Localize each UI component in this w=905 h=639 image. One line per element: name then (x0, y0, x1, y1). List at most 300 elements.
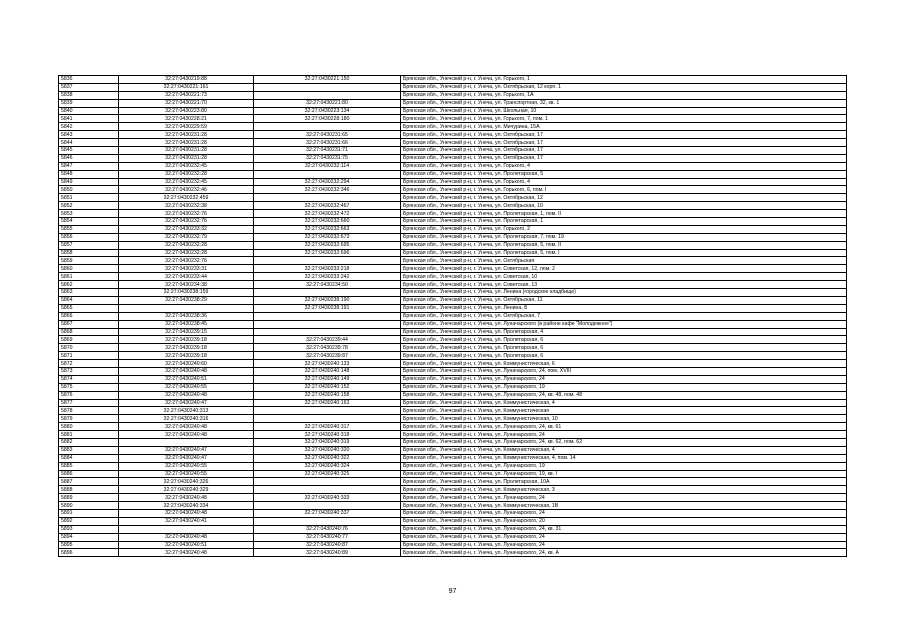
row-number-cell: 5880 (59, 423, 119, 431)
object-cadastral-number-cell: 32:27:0430240:319 (254, 438, 401, 446)
object-cadastral-number-cell (254, 328, 401, 336)
table-row (59, 517, 847, 525)
object-cadastral-number-cell: 32:27:0430240:89 (254, 549, 401, 557)
table-row (59, 423, 847, 431)
land-cadastral-number-cell: 32:27:0430240:48 (119, 494, 254, 502)
table-row (59, 399, 847, 407)
table-row (59, 328, 847, 336)
address-cell: Брянская обл., Унечский р-н, г. Унеча, ул. Октябрьская, 10 (401, 202, 847, 210)
address-cell: Брянская обл., Унечский р-н, г. Унеча, ул. Луначарского, 24, кв. 61 (401, 423, 847, 431)
table-row (59, 281, 847, 289)
object-cadastral-number-cell: 32:27:0430240:133 (254, 360, 401, 368)
address-cell: Брянская обл., Унечский р-н, г. Унеча, ул. Пролетарская, 6 (401, 344, 847, 352)
object-cadastral-number-cell: 32:27:0430232:695 (254, 241, 401, 249)
row-number-cell: 5856 (59, 233, 119, 241)
object-cadastral-number-cell: 32:27:0430234:50 (254, 281, 401, 289)
object-cadastral-number-cell: 32:27:0430221:80 (254, 99, 401, 107)
table-row (59, 549, 847, 557)
row-number-cell: 5882 (59, 438, 119, 446)
object-cadastral-number-cell: 32:27:0430232:346 (254, 186, 401, 194)
address-cell: Брянская обл., Унечский р-н, г. Унеча, ул. Луначарского, 24, пом. XVIII (401, 367, 847, 375)
land-cadastral-number-cell: 32:27:0430239:15 (119, 328, 254, 336)
table-row (59, 415, 847, 423)
table-row (59, 249, 847, 257)
land-cadastral-number-cell: 32:27:0430223:80 (119, 107, 254, 115)
land-cadastral-number-cell: 32:27:0430240:48 (119, 533, 254, 541)
address-cell: Брянская обл., Унечский р-н, г. Унеча, ул. Луначарского, 24, кв. 48, пом. 48 (401, 391, 847, 399)
table-row (59, 202, 847, 210)
row-number-cell: 5839 (59, 99, 119, 107)
land-cadastral-number-cell: 32:27:0430233:31 (119, 265, 254, 273)
row-number-cell: 5896 (59, 549, 119, 557)
land-cadastral-number-cell: 32:27:0430232:28 (119, 170, 254, 178)
land-cadastral-number-cell: 32:27:0430232:76 (119, 257, 254, 265)
object-cadastral-number-cell (254, 312, 401, 320)
land-cadastral-number-cell: 32:27:0430239:18 (119, 336, 254, 344)
land-cadastral-number-cell: 32:27:0430240:316 (119, 415, 254, 423)
address-cell: Брянская обл., Унечский р-н, г. Унеча, ул. Луначарского, 24 (401, 509, 847, 517)
land-cadastral-number-cell: 32:27:0430240:326 (119, 478, 254, 486)
address-cell: Брянская обл., Унечский р-н, г. Унеча, ул. Октябрьская, 17 (401, 131, 847, 139)
address-cell: Брянская обл., Унечский р-н, г. Унеча, ул. Советская, 12, пом. 2 (401, 265, 847, 273)
row-number-cell: 5864 (59, 296, 119, 304)
row-number-cell: 5879 (59, 415, 119, 423)
row-number-cell: 5837 (59, 83, 119, 91)
row-number-cell: 5878 (59, 407, 119, 415)
row-number-cell: 5885 (59, 462, 119, 470)
land-cadastral-number-cell: 32:27:0430240:313 (119, 407, 254, 415)
object-cadastral-number-cell: 32:27:0430240:337 (254, 509, 401, 517)
table-row (59, 344, 847, 352)
address-cell: Брянская обл., Унечский р-н, г. Унеча, ул. Горького, 1А (401, 91, 847, 99)
page-number: 97 (448, 588, 457, 595)
address-cell: Брянская обл., Унечский р-н, г. Унеча, ул. Октябрьская, 17 (401, 139, 847, 147)
row-number-cell: 5855 (59, 225, 119, 233)
object-cadastral-number-cell: 32:27:0430239:44 (254, 336, 401, 344)
table-row (59, 541, 847, 549)
object-cadastral-number-cell: 32:27:0430231:71 (254, 147, 401, 155)
land-cadastral-number-cell: 32:27:0430221:73 (119, 91, 254, 99)
table-row (59, 336, 847, 344)
object-cadastral-number-cell (254, 407, 401, 415)
table-body (59, 76, 847, 557)
object-cadastral-number-cell: 32:27:0430240:152 (254, 383, 401, 391)
address-cell: Брянская обл., Унечский р-н, г. Унеча, ул. Луначарского, 24 (401, 494, 847, 502)
object-cadastral-number-cell: 32:27:0430231:65 (254, 131, 401, 139)
land-cadastral-number-cell: 32:27:0430240:329 (119, 486, 254, 494)
row-number-cell: 5877 (59, 399, 119, 407)
table-row (59, 225, 847, 233)
land-cadastral-number-cell: 32:27:0430232:79 (119, 233, 254, 241)
object-cadastral-number-cell (254, 486, 401, 494)
row-number-cell: 5844 (59, 139, 119, 147)
address-cell: Брянская обл., Унечский р-н, г. Унеча, ул. Пролетарская, 1, пом. II (401, 210, 847, 218)
address-cell: Брянская обл., Унечский р-н, г. Унеча, ул. Пролетарская, 5, пом. II (401, 241, 847, 249)
object-cadastral-number-cell: 32:27:0430232:663 (254, 225, 401, 233)
address-cell: Брянская обл., Унечский р-н, г. Унеча, ул. Пролетарская, 1 (401, 218, 847, 226)
land-cadastral-number-cell (119, 438, 254, 446)
object-cadastral-number-cell: 32:27:0430232:472 (254, 210, 401, 218)
land-cadastral-number-cell: 32:27:0430229:59 (119, 123, 254, 131)
land-cadastral-number-cell: 32:27:0430240:47 (119, 454, 254, 462)
address-cell: Брянская обл., Унечский р-н, г. Унеча, ул. Коммунистическая, 6 (401, 360, 847, 368)
row-number-cell: 5871 (59, 352, 119, 360)
address-cell: Брянская обл., Унечский р-н, г. Унеча, ул. Луначарского, 24 (401, 431, 847, 439)
table-row (59, 178, 847, 186)
land-cadastral-number-cell: 32:27:0430233:44 (119, 273, 254, 281)
table-row (59, 352, 847, 360)
row-number-cell: 5854 (59, 218, 119, 226)
object-cadastral-number-cell: 32:27:0430240:158 (254, 391, 401, 399)
row-number-cell: 5836 (59, 76, 119, 84)
land-cadastral-number-cell: 32:27:0430240:60 (119, 360, 254, 368)
address-cell: Брянская обл., Унечский р-н, г. Унеча, ул. Горького, 4 (401, 178, 847, 186)
address-cell: Брянская обл., Унечский р-н, г. Унеча, ул. Школьная, 10 (401, 107, 847, 115)
land-cadastral-number-cell: 32:27:0430233:32 (119, 225, 254, 233)
object-cadastral-number-cell (254, 289, 401, 297)
address-cell: Брянская обл., Унечский р-н, г. Унеча, ул. Луначарского, 19 (401, 383, 847, 391)
object-cadastral-number-cell: 32:27:0430231:66 (254, 139, 401, 147)
row-number-cell: 5861 (59, 273, 119, 281)
row-number-cell: 5894 (59, 533, 119, 541)
row-number-cell: 5851 (59, 194, 119, 202)
table-row (59, 360, 847, 368)
object-cadastral-number-cell: 32:27:0430231:75 (254, 154, 401, 162)
row-number-cell: 5876 (59, 391, 119, 399)
table-row (59, 494, 847, 502)
land-cadastral-number-cell: 32:27:0430232:76 (119, 210, 254, 218)
row-number-cell: 5847 (59, 162, 119, 170)
address-cell: Брянская обл., Унечский р-н, г. Унеча, ул. Мичурина, 15А (401, 123, 847, 131)
table-row (59, 304, 847, 312)
object-cadastral-number-cell: 32:27:0430238:191 (254, 304, 401, 312)
row-number-cell: 5889 (59, 494, 119, 502)
address-cell: Брянская обл., Унечский р-н, г. Унеча, ул. Горького, 6, пом. I (401, 186, 847, 194)
land-cadastral-number-cell: 32:27:0430232:76 (119, 218, 254, 226)
address-cell: Брянская обл., Унечский р-н, г. Унеча, ул. Горького, 2 (401, 225, 847, 233)
table-row (59, 91, 847, 99)
land-cadastral-number-cell: 32:27:0430240:48 (119, 509, 254, 517)
table-row (59, 431, 847, 439)
object-cadastral-number-cell (254, 415, 401, 423)
row-number-cell: 5852 (59, 202, 119, 210)
row-number-cell: 5881 (59, 431, 119, 439)
row-number-cell: 5838 (59, 91, 119, 99)
land-cadastral-number-cell: 32:27:0430232:38 (119, 202, 254, 210)
row-number-cell: 5848 (59, 170, 119, 178)
table-row (59, 446, 847, 454)
table-row (59, 525, 847, 533)
row-number-cell: 5874 (59, 375, 119, 383)
row-number-cell: 5843 (59, 131, 119, 139)
land-cadastral-number-cell: 32:27:0430231:28 (119, 139, 254, 147)
address-cell: Брянская обл., Унечский р-н, г. Унеча, ул. Коммунистическая, 3 (401, 486, 847, 494)
table-row (59, 265, 847, 273)
table-row (59, 509, 847, 517)
row-number-cell: 5858 (59, 249, 119, 257)
land-cadastral-number-cell: 32:27:0430240:55 (119, 383, 254, 391)
table-row (59, 391, 847, 399)
object-cadastral-number-cell: 32:27:0430240:149 (254, 375, 401, 383)
object-cadastral-number-cell: 32:27:0430239:78 (254, 344, 401, 352)
address-cell: Брянская обл., Унечский р-н, г. Унеча, ул. Луначарского, 24 (401, 375, 847, 383)
row-number-cell: 5887 (59, 478, 119, 486)
address-cell: Брянская обл., Унечский р-н, г. Унеча, ул. Октябрьская, 17 (401, 147, 847, 155)
object-cadastral-number-cell: 32:27:0430240:163 (254, 399, 401, 407)
object-cadastral-number-cell: 32:27:0430233:242 (254, 273, 401, 281)
address-cell: Брянская обл., Унечский р-н, г. Унеча, ул. Горького, 1 (401, 76, 847, 84)
object-cadastral-number-cell: 32:27:0430238:190 (254, 296, 401, 304)
address-cell: Брянская обл., Унечский р-н, г. Унеча, ул. Ленина (городское кладбище) (401, 289, 847, 297)
row-number-cell: 5853 (59, 210, 119, 218)
table-row (59, 367, 847, 375)
land-cadastral-number-cell: 32:27:0430234:38 (119, 281, 254, 289)
address-cell: Брянская обл., Унечский р-н, г. Унеча, ул. Луначарского, 20 (401, 517, 847, 525)
address-cell: Брянская обл., Унечский р-н, г. Унеча, ул. Коммунистическая, 1В (401, 502, 847, 510)
table-row (59, 83, 847, 91)
row-number-cell: 5845 (59, 147, 119, 155)
object-cadastral-number-cell: 32:27:0430223:134 (254, 107, 401, 115)
table-row (59, 154, 847, 162)
table-row (59, 241, 847, 249)
row-number-cell: 5846 (59, 154, 119, 162)
address-cell: Брянская обл., Унечский р-н, г. Унеча, ул. Октябрьская (401, 257, 847, 265)
table-row (59, 131, 847, 139)
table-row (59, 99, 847, 107)
table-row (59, 210, 847, 218)
row-number-cell: 5870 (59, 344, 119, 352)
land-cadastral-number-cell: 32:27:0430238:45 (119, 320, 254, 328)
table-row (59, 383, 847, 391)
address-cell: Брянская обл., Унечский р-н, г. Унеча, ул. Транспортная, 32, кв. 1 (401, 99, 847, 107)
table-row (59, 470, 847, 478)
land-cadastral-number-cell: 32:27:0430240:48 (119, 549, 254, 557)
land-cadastral-number-cell: 32:27:0430232:45 (119, 162, 254, 170)
address-cell: Брянская обл., Унечский р-н, г. Унеча, ул. Коммунистическая (401, 407, 847, 415)
table-row (59, 162, 847, 170)
object-cadastral-number-cell: 32:27:0430240:317 (254, 423, 401, 431)
table-row (59, 76, 847, 84)
table-row (59, 186, 847, 194)
land-cadastral-number-cell: 32:27:0430240:48 (119, 423, 254, 431)
object-cadastral-number-cell (254, 83, 401, 91)
table-row (59, 375, 847, 383)
land-cadastral-number-cell: 32:27:0430240:55 (119, 462, 254, 470)
table-row (59, 533, 847, 541)
object-cadastral-number-cell: 32:27:0430232:660 (254, 218, 401, 226)
table-row (59, 233, 847, 241)
table-row (59, 139, 847, 147)
table-row (59, 147, 847, 155)
table-row (59, 454, 847, 462)
land-cadastral-number-cell: 32:27:0430221:70 (119, 99, 254, 107)
row-number-cell: 5850 (59, 186, 119, 194)
address-cell: Брянская обл., Унечский р-н, г. Унеча, ул. Луначарского, 19, кв. I (401, 470, 847, 478)
land-cadastral-number-cell: 32:27:0430238:29 (119, 296, 254, 304)
object-cadastral-number-cell (254, 478, 401, 486)
address-cell: Брянская обл., Унечский р-н, г. Унеча, ул. Коммунистическая, 4, пом. 14 (401, 454, 847, 462)
object-cadastral-number-cell (254, 517, 401, 525)
row-number-cell: 5869 (59, 336, 119, 344)
address-cell: Брянская обл., Унечский р-н, г. Унеча, ул. Ленина, 8 (401, 304, 847, 312)
row-number-cell: 5873 (59, 367, 119, 375)
row-number-cell: 5883 (59, 446, 119, 454)
address-cell: Брянская обл., Унечский р-н, г. Унеча, ул. Коммунистическая, 10 (401, 415, 847, 423)
row-number-cell: 5893 (59, 525, 119, 533)
table-row (59, 289, 847, 297)
table-row (59, 478, 847, 486)
land-cadastral-number-cell: 32:27:0430240:334 (119, 502, 254, 510)
row-number-cell: 5884 (59, 454, 119, 462)
land-cadastral-number-cell: 32:27:0430232:45 (119, 178, 254, 186)
table-row (59, 486, 847, 494)
land-cadastral-number-cell: 32:27:0430240:55 (119, 470, 254, 478)
land-cadastral-number-cell: 32:27:0430240:41 (119, 517, 254, 525)
object-cadastral-number-cell: 32:27:0430240:325 (254, 470, 401, 478)
address-cell: Брянская обл., Унечский р-н, г. Унеча, ул. Октябрьская, 17 (401, 154, 847, 162)
address-cell: Брянская обл., Унечский р-н, г. Унеча, ул. Луначарского, 24, кв. А (401, 549, 847, 557)
object-cadastral-number-cell: 32:27:0430240:87 (254, 541, 401, 549)
land-cadastral-number-cell: 32:27:0430221:161 (119, 83, 254, 91)
table-row (59, 320, 847, 328)
object-cadastral-number-cell: 32:27:0430240:318 (254, 431, 401, 439)
object-cadastral-number-cell: 32:27:0430240:76 (254, 525, 401, 533)
address-cell: Брянская обл., Унечский р-н, г. Унеча, ул. Советская, 13 (401, 281, 847, 289)
land-cadastral-number-cell: 32:27:0430232:459 (119, 194, 254, 202)
land-cadastral-number-cell: 32:27:0430240:48 (119, 391, 254, 399)
land-cadastral-number-cell: 32:27:0430240:47 (119, 446, 254, 454)
land-cadastral-number-cell: 32:27:0430232:46 (119, 186, 254, 194)
object-cadastral-number-cell: 32:27:0430228:180 (254, 115, 401, 123)
object-cadastral-number-cell: 32:27:0430240:322 (254, 454, 401, 462)
row-number-cell: 5849 (59, 178, 119, 186)
table-row (59, 312, 847, 320)
land-cadastral-number-cell: 32:27:0430239:18 (119, 352, 254, 360)
row-number-cell: 5886 (59, 470, 119, 478)
land-cadastral-number-cell: 32:27:0430231:28 (119, 147, 254, 155)
address-cell: Брянская обл., Унечский р-н, г. Унеча, ул. Пролетарская, 5, пом. I (401, 249, 847, 257)
address-cell: Брянская обл., Унечский р-н, г. Унеча, ул. Луначарского, 24 (401, 541, 847, 549)
row-number-cell: 5841 (59, 115, 119, 123)
row-number-cell: 5895 (59, 541, 119, 549)
land-cadastral-number-cell: 32:27:0430240:48 (119, 367, 254, 375)
land-cadastral-number-cell: 32:27:0430219:88 (119, 76, 254, 84)
table-row (59, 502, 847, 510)
address-cell: Брянская обл., Унечский р-н, г. Унеча, ул. Пролетарская, 6 (401, 352, 847, 360)
address-cell: Брянская обл., Унечский р-н, г. Унеча, ул. Пролетарская, 6 (401, 336, 847, 344)
table-row (59, 273, 847, 281)
object-cadastral-number-cell (254, 320, 401, 328)
land-cadastral-number-cell: 32:27:0430238:36 (119, 312, 254, 320)
object-cadastral-number-cell (254, 502, 401, 510)
row-number-cell: 5840 (59, 107, 119, 115)
table-row (59, 438, 847, 446)
table-row (59, 296, 847, 304)
object-cadastral-number-cell: 32:27:0430239:87 (254, 352, 401, 360)
object-cadastral-number-cell: 32:27:0430240:320 (254, 446, 401, 454)
object-cadastral-number-cell: 32:27:0430240:333 (254, 494, 401, 502)
table-row (59, 257, 847, 265)
row-number-cell: 5888 (59, 486, 119, 494)
address-cell: Брянская обл., Унечский р-н, г. Унеча, ул. Октябрьская, 12 (401, 194, 847, 202)
address-cell: Брянская обл., Унечский р-н, г. Унеча, ул. Пролетарская, 10А (401, 478, 847, 486)
table-row (59, 218, 847, 226)
object-cadastral-number-cell (254, 170, 401, 178)
table-row (59, 115, 847, 123)
object-cadastral-number-cell: 32:27:0430240:148 (254, 367, 401, 375)
object-cadastral-number-cell: 32:27:0430232:673 (254, 233, 401, 241)
land-cadastral-number-cell (119, 525, 254, 533)
address-cell: Брянская обл., Унечский р-н, г. Унеча, ул. Пролетарская, 4 (401, 328, 847, 336)
table-row (59, 170, 847, 178)
address-cell: Брянская обл., Унечский р-н, г. Унеча, ул. Горького, 4 (401, 162, 847, 170)
land-cadastral-number-cell: 32:27:0430231:28 (119, 131, 254, 139)
row-number-cell: 5892 (59, 517, 119, 525)
row-number-cell: 5891 (59, 509, 119, 517)
land-cadastral-number-cell: 32:27:0430231:28 (119, 154, 254, 162)
land-cadastral-number-cell: 32:27:0430238:159 (119, 289, 254, 297)
object-cadastral-number-cell: 32:27:0430221:150 (254, 76, 401, 84)
row-number-cell: 5867 (59, 320, 119, 328)
land-cadastral-number-cell: 32:27:0430240:51 (119, 541, 254, 549)
row-number-cell: 5865 (59, 304, 119, 312)
row-number-cell: 5868 (59, 328, 119, 336)
row-number-cell: 5872 (59, 360, 119, 368)
object-cadastral-number-cell: 32:27:0430240:324 (254, 462, 401, 470)
address-cell: Брянская обл., Унечский р-н, г. Унеча, ул. Луначарского, 24, кв. 31 (401, 525, 847, 533)
row-number-cell: 5890 (59, 502, 119, 510)
address-cell: Брянская обл., Унечский р-н, г. Унеча, ул. Коммунистическая, 4 (401, 399, 847, 407)
object-cadastral-number-cell: 32:27:0430232:294 (254, 178, 401, 186)
land-cadastral-number-cell (119, 304, 254, 312)
object-cadastral-number-cell: 32:27:0430240:77 (254, 533, 401, 541)
object-cadastral-number-cell: 32:27:0430232:114 (254, 162, 401, 170)
row-number-cell: 5862 (59, 281, 119, 289)
table-row (59, 407, 847, 415)
address-cell: Брянская обл., Унечский р-н, г. Унеча, ул. Горького, 7, пом. 1 (401, 115, 847, 123)
address-cell: Брянская обл., Унечский р-н, г. Унеча, ул. Луначарского, 24 (401, 533, 847, 541)
address-cell: Брянская обл., Унечский р-н, г. Унеча, ул. Луначарского (в районе кафе "Молодежное") (401, 320, 847, 328)
address-cell: Брянская обл., Унечский р-н, г. Унеча, ул. Октябрьская, 12 корп. 1 (401, 83, 847, 91)
address-cell: Брянская обл., Унечский р-н, г. Унеча, ул. Коммунистическая, 4 (401, 446, 847, 454)
land-cadastral-number-cell: 32:27:0430232:28 (119, 241, 254, 249)
address-cell: Брянская обл., Унечский р-н, г. Унеча, ул. Луначарского, 24, кв. 62, пом. 62 (401, 438, 847, 446)
address-cell: Брянская обл., Унечский р-н, г. Унеча, ул. Пролетарская, 7, пом. 19 (401, 233, 847, 241)
row-number-cell: 5866 (59, 312, 119, 320)
table-row (59, 107, 847, 115)
land-cadastral-number-cell: 32:27:0430240:48 (119, 431, 254, 439)
land-cadastral-number-cell: 32:27:0430240:47 (119, 399, 254, 407)
table-row (59, 123, 847, 131)
address-cell: Брянская обл., Унечский р-н, г. Унеча, ул. Октябрьская, 11 (401, 296, 847, 304)
address-cell: Брянская обл., Унечский р-н, г. Унеча, ул. Советская, 10 (401, 273, 847, 281)
row-number-cell: 5860 (59, 265, 119, 273)
address-cell: Брянская обл., Унечский р-н, г. Унеча, ул. Луначарского, 19 (401, 462, 847, 470)
cadastral-register-table (58, 75, 847, 557)
address-cell: Брянская обл., Унечский р-н, г. Унеча, ул. Пролетарская, 5 (401, 170, 847, 178)
row-number-cell: 5857 (59, 241, 119, 249)
land-cadastral-number-cell: 32:27:0430232:28 (119, 249, 254, 257)
object-cadastral-number-cell (254, 91, 401, 99)
row-number-cell: 5875 (59, 383, 119, 391)
table-row (59, 462, 847, 470)
row-number-cell: 5863 (59, 289, 119, 297)
object-cadastral-number-cell: 32:27:0430232:467 (254, 202, 401, 210)
table-row (59, 194, 847, 202)
row-number-cell: 5859 (59, 257, 119, 265)
object-cadastral-number-cell: 32:27:0430232:696 (254, 249, 401, 257)
row-number-cell: 5842 (59, 123, 119, 131)
